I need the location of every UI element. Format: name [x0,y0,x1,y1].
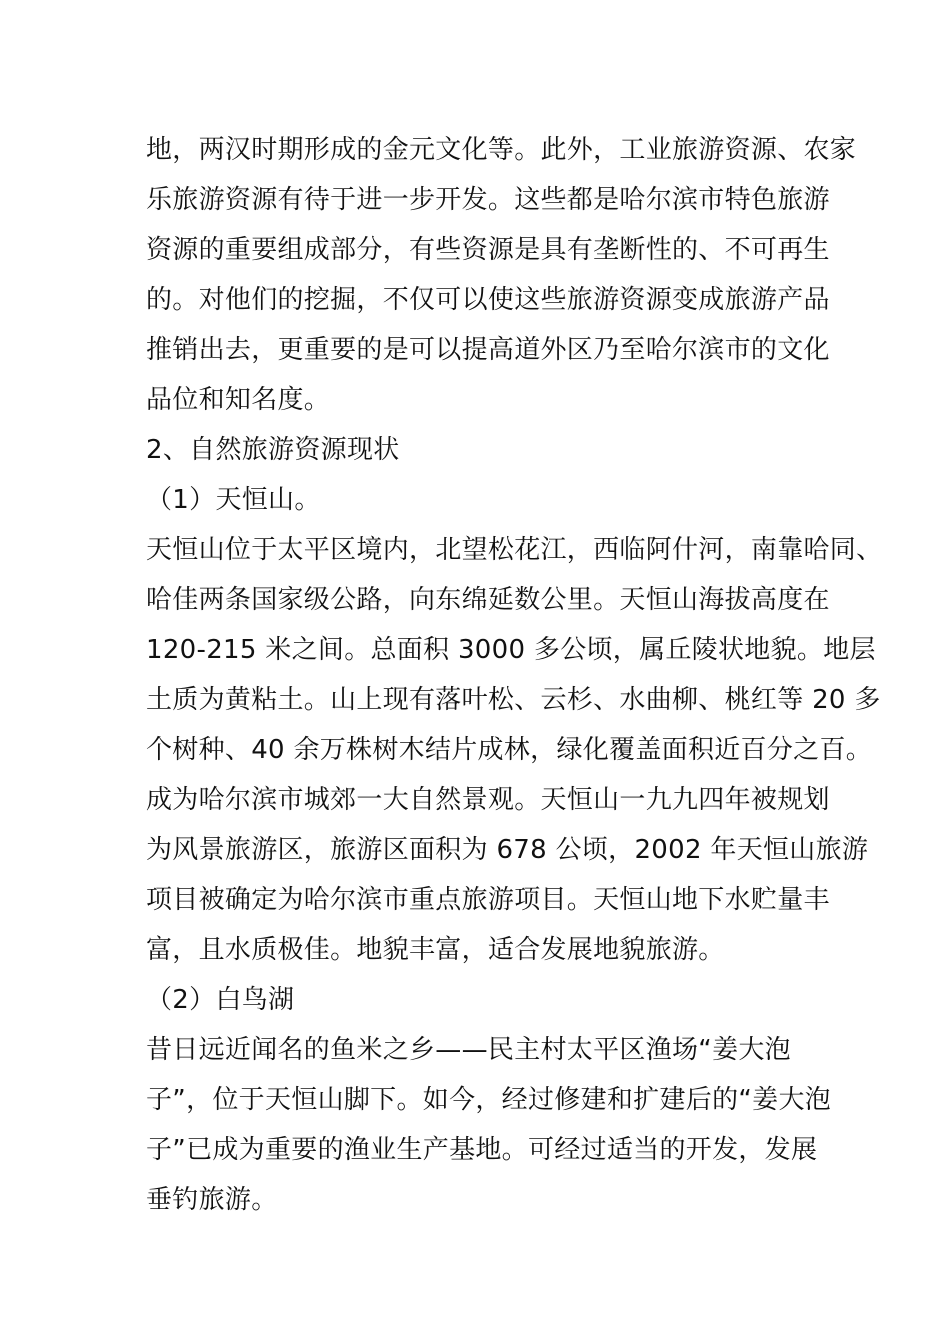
paragraph-line: 垂钓旅游。 [146,1185,278,1215]
paragraph-line: 项目被确定为哈尔滨市重点旅游项目。天恒山地下水贮量丰 [146,885,830,915]
paragraph-line: 乐旅游资源有待于进一步开发。这些都是哈尔滨市特色旅游 [146,185,830,215]
paragraph-line: 天恒山位于太平区境内，北望松花江，西临阿什河，南靠哈同、 [146,535,883,565]
paragraph-line: 土质为黄粘土。山上现有落叶松、云杉、水曲柳、桃红等 20 多 [146,685,881,715]
paragraph-line: 昔日远近闻名的鱼米之乡——民主村太平区渔场“姜大泡 [146,1035,791,1065]
paragraph-line: 推销出去，更重要的是可以提高道外区乃至哈尔滨市的文化 [146,335,830,365]
paragraph-line: 成为哈尔滨市城郊一大自然景观。天恒山一九九四年被规划 [146,785,830,815]
paragraph-line: 为风景旅游区，旅游区面积为 678 公顷，2002 年天恒山旅游 [146,835,869,865]
paragraph-line: 120-215 米之间。总面积 3000 多公顷，属丘陵状地貌。地层 [146,635,876,665]
paragraph-line: 个树种、40 余万株树木结片成林，绿化覆盖面积近百分之百。 [146,735,873,765]
subsection-heading: （2）白鸟湖 [146,985,295,1015]
paragraph-line: 子”，位于天恒山脚下。如今，经过修建和扩建后的“姜大泡 [146,1085,832,1115]
paragraph-line: 子”已成为重要的渔业生产基地。可经过适当的开发，发展 [146,1135,818,1165]
paragraph-line: 资源的重要组成部分，有些资源是具有垄断性的、不可再生 [146,235,830,265]
paragraph-line: 地，两汉时期形成的金元文化等。此外，工业旅游资源、农家 [146,135,857,165]
subsection-heading: （1）天恒山。 [146,485,321,515]
paragraph-line: 富，且水质极佳。地貌丰富，适合发展地貌旅游。 [146,935,725,965]
section-heading: 2、自然旅游资源现状 [146,435,400,465]
paragraph-line: 哈佳两条国家级公路，向东绵延数公里。天恒山海拔高度在 [146,585,830,615]
paragraph-line: 品位和知名度。 [146,385,331,415]
paragraph-line: 的。对他们的挖掘，不仅可以使这些旅游资源变成旅游产品 [146,285,830,315]
